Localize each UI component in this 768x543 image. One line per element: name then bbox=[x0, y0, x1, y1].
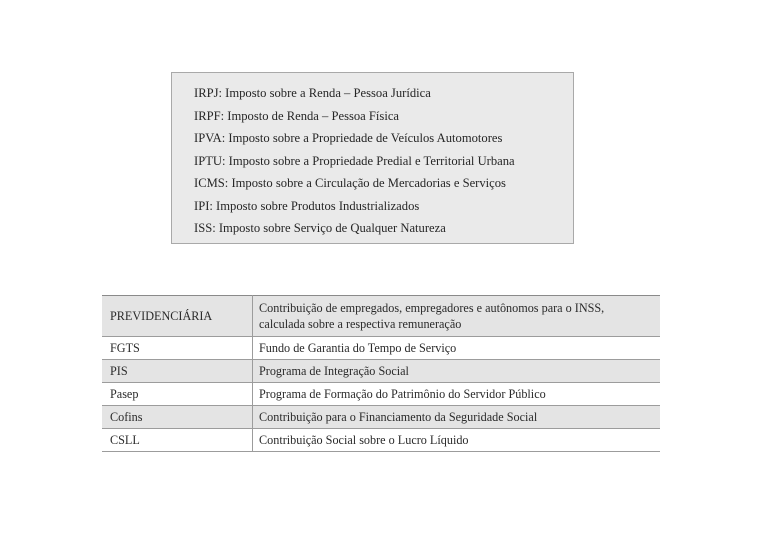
row-abbr: FGTS bbox=[102, 337, 253, 360]
table-row-csll bbox=[102, 429, 660, 452]
row-abbr: PREVIDENCIÁRIA bbox=[102, 296, 253, 337]
contributions-table bbox=[102, 295, 660, 452]
row-description: Fundo de Garantia do Tempo de Serviço bbox=[253, 337, 661, 360]
tax-item-irpf: IRPF: Imposto de Renda – Pessoa Física bbox=[194, 108, 399, 123]
row-abbr: Pasep bbox=[102, 383, 253, 406]
row-abbr: CSLL bbox=[102, 429, 253, 452]
row-description: Programa de Integração Social bbox=[253, 360, 661, 383]
tax-item-irpj: IRPJ: Imposto sobre a Renda – Pessoa Jurídica bbox=[194, 86, 431, 100]
row-description bbox=[253, 296, 661, 337]
row-abbr: PIS bbox=[102, 360, 253, 383]
row-description: Contribuição Social sobre o Lucro Líquido bbox=[253, 429, 661, 452]
tax-item-ipi: IPI: Imposto sobre Produtos Industrializados bbox=[194, 198, 420, 213]
tax-item-icms: ICMS: Imposto sobre a Circulação de Mercadorias e Serviços bbox=[194, 176, 506, 190]
tax-item-ipva: IPVA: Imposto sobre a Propriedade de Veículos Automotores bbox=[194, 131, 503, 145]
row-description-line: Contribuição de empregados, empregadores e autônomos para o INSS, bbox=[259, 301, 605, 315]
row-description: Contribuição para o Financiamento da Seguridade Social bbox=[253, 406, 661, 429]
row-description-line: calculada sobre a respectiva remuneração bbox=[259, 317, 462, 331]
table-row-pasep bbox=[102, 383, 660, 406]
table-row-fgts bbox=[102, 337, 660, 360]
table-row-pis bbox=[102, 360, 660, 383]
tax-list-box bbox=[171, 72, 574, 244]
table-row-cofins bbox=[102, 406, 660, 429]
tax-item-iss: ISS: Imposto sobre Serviço de Qualquer Natureza bbox=[194, 221, 446, 235]
table-row-previdenciaria bbox=[102, 296, 660, 337]
tax-item-iptu: IPTU: Imposto sobre a Propriedade Predial e Territorial Urbana bbox=[194, 153, 515, 168]
row-description: Programa de Formação do Patrimônio do Servidor Público bbox=[253, 383, 661, 406]
row-abbr: Cofins bbox=[102, 406, 253, 429]
